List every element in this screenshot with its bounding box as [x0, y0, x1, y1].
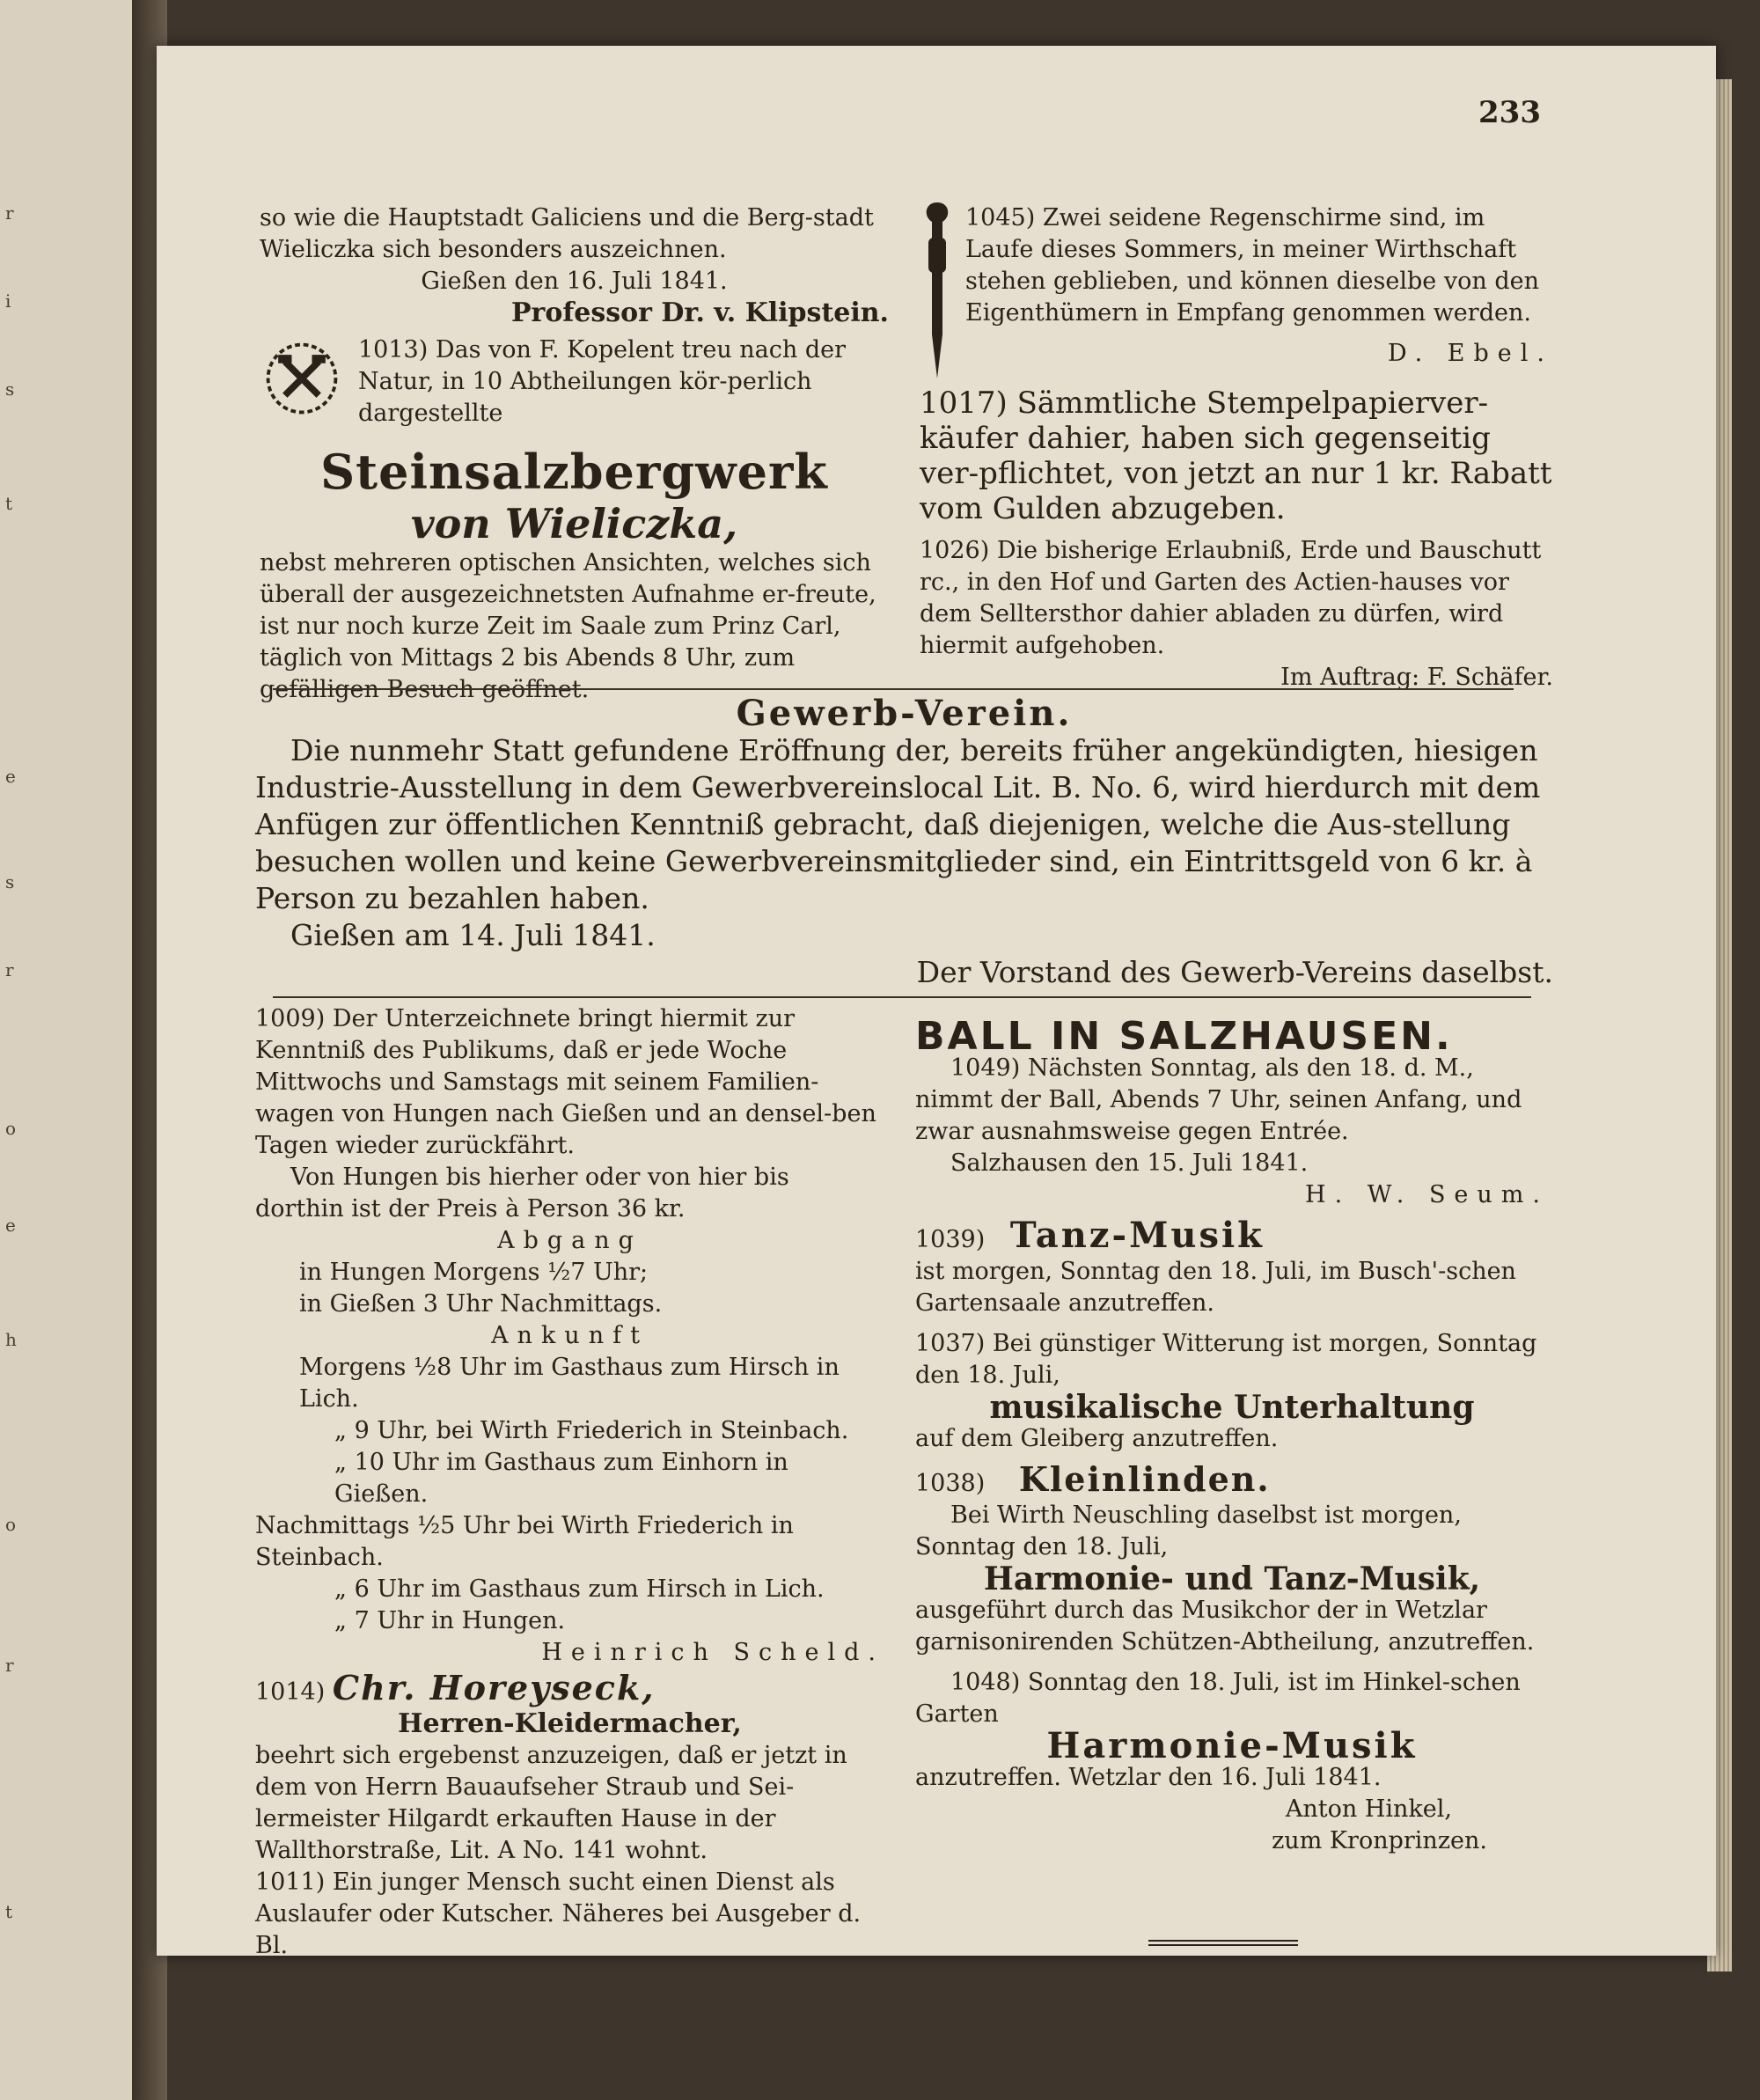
ad-1039-number: 1039) — [915, 1226, 986, 1253]
harmonie-musik-heading: Harmonie-Musik — [1046, 1725, 1418, 1766]
column-top-right — [920, 202, 1553, 694]
ad-1045-text: 1045) Zwei seidene Regenschirme sind, im Laufe dieses Sommers, in meiner Wirthschaft stehen geblieben, und können dieselbe von den Eigenthümern in Empfang genommen werden. — [965, 204, 1539, 327]
ad-1013-body: nebst mehreren optischen Ansichten, welches sich überall der ausgezeichnetsten Aufnahme er-freute, ist nur noch kurze Zeit im Saale zum Prinz Carl, täglich von Mittags 2 bis Abends 8 Uhr, zum gefälligen Besuch geöffnet. — [260, 549, 876, 703]
ad-1048-text: 1048) Sonntag den 18. Juli, ist im Hinkel-schen Garten — [915, 1669, 1521, 1728]
ad-1048-signature-name: Anton Hinkel, — [1285, 1795, 1452, 1823]
ankunft-steinbach: „ 9 Uhr, bei Wirth Friederich in Steinbach. — [334, 1417, 849, 1444]
musikalische-unterhaltung-heading: musikalische Unterhaltung — [989, 1389, 1475, 1426]
kleinlinden-heading: Kleinlinden. — [1018, 1459, 1271, 1499]
column-bottom-right — [915, 1014, 1549, 1857]
ad-1026-signature: Im Auftrag: F. Schäfer. — [1280, 664, 1553, 691]
tanz-musik-heading: Tanz-Musik — [1009, 1215, 1265, 1256]
wieliczka-subtitle: von Wieliczka, — [410, 500, 738, 547]
gewerb-verein-signature: Der Vorstand des Gewerb-Vereins daselbst. — [916, 955, 1553, 989]
ad-1037-text: 1037) Bei günstiger Witterung ist morgen, Sonntag den 18. Juli, — [915, 1330, 1537, 1389]
ad-1014-text: beehrt sich ergebenst anzuzeigen, daß er jetzt in dem von Herrn Bauaufseher Straub und Sei-lermeister Hilgardt erkauften Hause in der Wallthorstraße, Lit. A No. 141 wohnt. — [255, 1742, 847, 1864]
ad-1009-text: 1009) Der Unterzeichnete bringt hiermit zur Kenntniß des Publikums, daß er jede Woche Mittwochs und Samstags mit seinem Familien-wagen von Hungen nach Gießen und an densel-ben Tagen wieder zurückfährt. — [255, 1005, 876, 1159]
ad-1009-signature: Heinrich Scheld. — [541, 1639, 884, 1666]
ad-1045-signature: D. Ebel. — [1387, 340, 1553, 367]
ad-1026-text: 1026) Die bisherige Erlaubniß, Erde und Bauschutt rc., in den Hof und Garten des Actien-hauses vor dem Selltersthor dahier abladen zu dürfen, wird hiermit aufgehoben. — [920, 537, 1542, 659]
left-page-fragment: r — [5, 1655, 14, 1676]
left-page-fragment: s — [5, 871, 15, 892]
left-page-fragment: e — [5, 1215, 16, 1236]
ad-1014-number: 1014) — [255, 1678, 326, 1706]
ankunft-lich-afternoon: „ 6 Uhr im Gasthaus zum Hirsch in Lich. — [334, 1575, 825, 1603]
ad-1049-signature: H. W. Seum. — [1305, 1181, 1549, 1208]
ad-1048-date: anzutreffen. Wetzlar den 16. Juli 1841. — [915, 1764, 1382, 1791]
left-page-fragment: s — [5, 378, 15, 400]
gewerb-verein-heading: Gewerb-Verein. — [736, 693, 1073, 734]
left-page-fragment: t — [5, 493, 13, 514]
horeyseck-heading: Chr. Horeyseck, — [332, 1668, 656, 1707]
ankunft-giessen: „ 10 Uhr im Gasthaus zum Einhorn in Gießen. — [334, 1449, 788, 1508]
gewerb-verein-notice — [255, 695, 1553, 991]
page-number: 233 — [1478, 95, 1541, 130]
column-top-left — [260, 202, 889, 706]
ad-klipstein-signature: Professor Dr. v. Klipstein. — [511, 297, 889, 328]
left-page-fragment: r — [5, 202, 14, 224]
ad-1038-number: 1038) — [915, 1470, 986, 1497]
left-page-edge — [0, 0, 134, 2100]
ad-1049-text: 1049) Nächsten Sonntag, als den 18. d. M., nimmt der Ball, Abends 7 Uhr, seinen Anfang, und zwar ausnahmsweise gegen Entrée. — [915, 1054, 1522, 1145]
left-page-fragment: t — [5, 1901, 13, 1922]
ankunft-lich: Morgens ½8 Uhr im Gasthaus zum Hirsch in Lich. — [299, 1354, 840, 1413]
ad-1017-text: 1017) Sämmtliche Stempelpapierver-käufer dahier, haben sich gegenseitig ver-pflichtet, von jetzt an nur 1 kr. Rabatt vom Gulden abzugeben. — [920, 385, 1552, 526]
closing-ornament-rule — [1148, 1939, 1298, 1948]
column-bottom-left — [255, 1003, 884, 1962]
ad-1048-signature-place: zum Kronprinzen. — [1272, 1827, 1487, 1854]
left-page-fragment: h — [5, 1329, 17, 1350]
ad-1009-price: Von Hungen bis hierher oder von hier bis dorthin ist der Preis à Person 36 kr. — [255, 1164, 789, 1223]
divider-rule — [273, 688, 1514, 690]
divider-rule — [273, 996, 1531, 998]
ad-1038-details: ausgeführt durch das Musikchor der in Wetzlar garnisonirenden Schützen-Abtheilung, anzutreffen. — [915, 1597, 1535, 1656]
left-page-fragment: i — [5, 290, 11, 312]
left-page-fragment: o — [5, 1118, 17, 1139]
mining-emblem-icon — [260, 336, 344, 421]
harmonie-tanz-musik-heading: Harmonie- und Tanz-Musik, — [983, 1560, 1481, 1597]
gewerb-verein-date: Gießen am 14. Juli 1841. — [290, 918, 656, 952]
abgang-heading: Abgang — [497, 1227, 642, 1254]
gewerb-verein-body: Die nunmehr Statt gefundene Eröffnung der, bereits früher angekündigten, hiesigen Industrie-Ausstellung in dem Gewerbvereinslocal Lit. B. No. 6, wird hierdurch mit dem Anfügen zur öffentlichen Kenntniß gebracht, daß diejenigen, welche die Aus-stellung besuchen wollen und keine Gewerbvereinsmitglieder sind, ein Eintrittsgeld von 6 kr. à Person zu bezahlen haben. — [255, 733, 1541, 915]
left-page-fragment: o — [5, 1514, 17, 1535]
left-page-fragment: e — [5, 766, 16, 787]
ankunft-hungen: „ 7 Uhr in Hungen. — [334, 1607, 566, 1634]
ad-klipstein-date: Gießen den 16. Juli 1841. — [421, 268, 728, 295]
ankunft-heading: Ankunft — [491, 1322, 649, 1349]
ad-1038-text: Bei Wirth Neuschling daselbst ist morgen, Sonntag den 18. Juli, — [915, 1502, 1462, 1560]
ad-1037-location: auf dem Gleiberg anzutreffen. — [915, 1425, 1279, 1452]
abgang-giessen: in Gießen 3 Uhr Nachmittags. — [299, 1290, 663, 1318]
horeyseck-trade: Herren-Kleidermacher, — [398, 1708, 742, 1739]
ad-klipstein-text: so wie die Hauptstadt Galiciens und die Berg-stadt Wieliczka sich besonders auszeichnen. — [260, 204, 874, 263]
ball-salzhausen-heading: BALL IN SALZHAUSEN. — [915, 1014, 1453, 1059]
ankunft-steinbach-afternoon: Nachmittags ½5 Uhr bei Wirth Friederich in Steinbach. — [255, 1512, 794, 1571]
steinsalzbergwerk-title: Steinsalzbergwerk — [320, 444, 828, 500]
ad-1011-text: 1011) Ein junger Mensch sucht einen Dienst als Auslaufer oder Kutscher. Näheres bei Ausgeber d. Bl. — [255, 1869, 862, 1959]
left-page-fragment: r — [5, 959, 14, 980]
ad-1039-text: ist morgen, Sonntag den 18. Juli, im Busch'-schen Gartensaale anzutreffen. — [915, 1258, 1516, 1317]
pointing-hand-icon — [920, 202, 955, 378]
ad-1013-text: 1013) Das von F. Kopelent treu nach der Natur, in 10 Abtheilungen kör-perlich dargestellte — [358, 336, 847, 427]
abgang-hungen: in Hungen Morgens ½7 Uhr; — [299, 1259, 649, 1286]
ad-1049-date: Salzhausen den 15. Juli 1841. — [950, 1149, 1309, 1177]
